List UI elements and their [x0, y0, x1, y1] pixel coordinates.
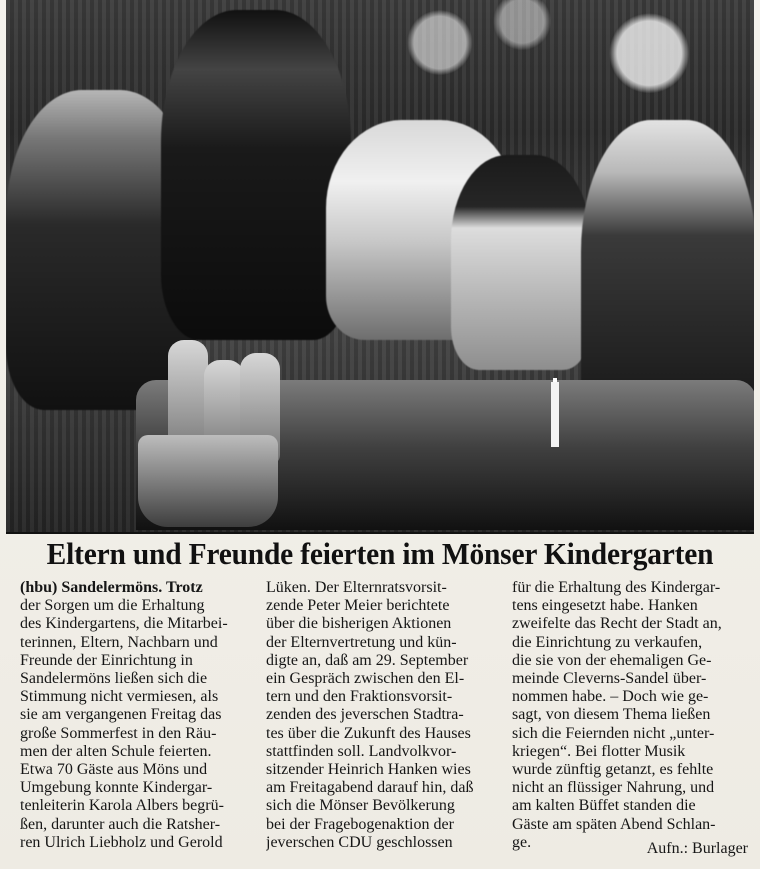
article-line: über die bisherigen Aktionen [266, 615, 452, 633]
article-line: digte an, daß am 29. September [266, 651, 469, 669]
article-line: der Elternvertretung und kün- [266, 633, 457, 651]
article-line: am Freitagabend darauf hin, daß [266, 779, 474, 797]
guest-figure-center-left [161, 10, 351, 340]
article-column-2 [266, 579, 504, 852]
article-line: ein Gespräch zwischen den El- [266, 670, 465, 688]
article-line: wurde zünftig getanzt, es fehlte [512, 761, 714, 779]
article-line: für die Erhaltung des Kindergar- [512, 579, 721, 596]
article-line: sagt, von diesem Thema ließen [512, 706, 711, 724]
article-line: tern und den Fraktionsvorsit- [266, 688, 453, 706]
article-headline: Eltern und Freunde feierten im Mönser Kindergarten [46, 536, 714, 571]
article-line: bei der Fragebogenaktion der [266, 815, 454, 833]
article-line: nicht an flüssiger Nahrung, und [512, 779, 715, 797]
article-line: Gäste am späten Abend Schlan- [512, 815, 716, 833]
photo-credit: Aufn.: Burlager [646, 840, 748, 857]
article-line: ßen, darunter auch die Ratsher- [20, 815, 221, 833]
article-column-1 [20, 579, 258, 852]
article-line: nommen habe. – Doch wie ge- [512, 688, 709, 706]
article-line: terinnen, Eltern, Nachbarn und [20, 633, 218, 651]
article-line: ge. [512, 833, 532, 851]
article-line: Sandelermöns ließen sich die [20, 670, 208, 688]
candle [551, 382, 559, 447]
article-line: sich die Mönser Bevölkerung [266, 797, 455, 815]
article-line: Lüken. Der Elternratsvorsit- [266, 579, 447, 596]
article-line: Freunde der Einrichtung in [20, 651, 193, 669]
article-line: (hbu) Sandelermöns. Trotz [20, 579, 203, 596]
article-line: zenden des jeverschen Stadtra- [266, 706, 464, 724]
article-line: men der alten Schule feierten. [20, 742, 212, 760]
article-line: tes über die Zukunft des Hauses [266, 724, 471, 742]
article-line: des Kindergartens, die Mitarbei- [20, 615, 228, 633]
party-photo [6, 0, 754, 534]
article-line: jeverschen CDU geschlossen [266, 833, 453, 851]
article-line: kriegen“. Bei flotter Musik [512, 742, 686, 760]
article-line: stattfinden soll. Landvolkvor- [266, 742, 457, 760]
article-line: am kalten Büffet standen die [512, 797, 696, 815]
article-line: zende Peter Meier berichtete [266, 597, 450, 615]
article-line: die Einrichtung zu verkaufen, [512, 633, 703, 651]
article-line: sitzender Heinrich Hanken wies [266, 761, 471, 779]
guest-figure-center-right [451, 155, 591, 370]
article-line: Stimmung nicht vermiesen, als [20, 688, 219, 706]
article-line: tenleiterin Karola Albers begrü- [20, 797, 224, 815]
article-line: große Sommerfest in den Räu- [20, 724, 217, 742]
article-line: tens eingesetzt habe. Hanken [512, 597, 698, 615]
article-line: die sie von der ehemaligen Ge- [512, 651, 712, 669]
article-line: Umgebung konnte Kindergar- [20, 779, 213, 797]
article-line: Etwa 70 Gäste aus Möns und [20, 761, 208, 779]
article-line: der Sorgen um die Erhaltung [20, 597, 205, 615]
article-line: ren Ulrich Liebholz und Gerold [20, 833, 223, 851]
article-line: meinde Cleverns-Sandel über- [512, 670, 707, 688]
article-line: zweifelte das Recht der Stadt an, [512, 615, 722, 633]
article-line: sich die Feiernden nicht „unter- [512, 724, 715, 742]
serving-bowl [138, 435, 278, 527]
article-body [20, 579, 750, 859]
article-line: sie am vergangenen Freitag das [20, 706, 222, 724]
article-column-3 [512, 579, 750, 852]
